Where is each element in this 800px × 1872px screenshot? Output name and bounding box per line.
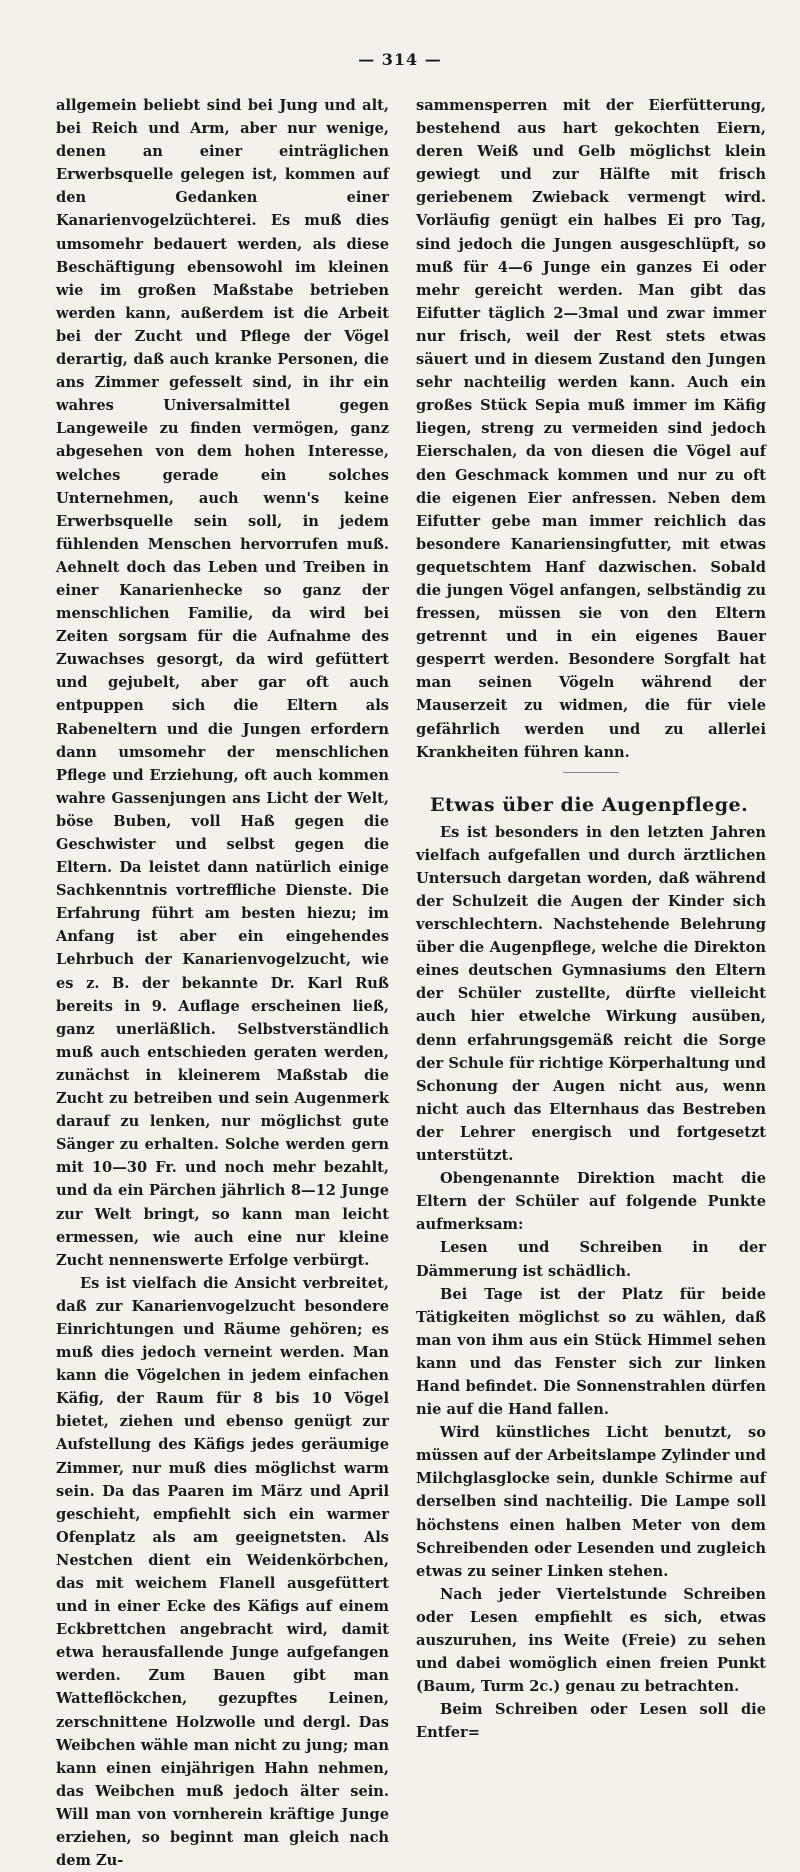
paragraph: Lesen und Schreiben in der Dämmerung ist schädlich. xyxy=(416,1239,766,1280)
paragraph: Bei Tage ist der Platz für beide Tätigkeiten möglichst so zu wählen, daß man von ihm aus ein Stück Himmel sehen kann und das Fenster sich zur linken Hand befindet. Die Sonnenstrahlen dürfen nie auf die Hand fallen. xyxy=(416,1285,766,1419)
section-heading: Etwas über die Augenpflege. xyxy=(430,793,749,816)
left-column xyxy=(56,94,389,1872)
paragraph: Es ist vielfach die Ansicht verbreitet, daß zur Kanarienvogelzucht besondere Einrichtungen und Räume gehören; es muß dies jedoch verneint werden. Man kann die Vögelchen in jedem einfachen Käfig, der Raum für 8 bis 10 Vögel bietet, ziehen und ebenso genügt zur Aufstellung des Käfigs jedes geräumige Zimmer, nur muß dies möglichst warm sein. Da das Paaren im März und April geschieht, empfiehlt sich ein warmer Ofenplatz als am geeignetsten. Als Nestchen dient ein Weidenkörbchen, das mit weichem Flanell ausgefüttert und in einer Ecke des Käfigs auf einem Eckbrettchen angebracht wird, damit etwa herausfallende Junge aufgefangen werden. Zum Bauen gibt man Watteflöckchen, gezupftes Leinen, zerschnittene Holzwolle und dergl. Das Weibchen wähle man nicht zu jung; man kann einen einjährigen Hahn nehmen, das Weibchen muß jedoch älter sein. Will man von vornherein kräftige Junge erziehen, so beginnt man gleich nach dem Zu- xyxy=(56,1274,389,1870)
page-number: — 314 — xyxy=(358,50,442,69)
paragraph: sammensperren mit der Eierfütterung, bestehend aus hart gekochten Eiern, deren Weiß und Gelb möglichst klein gewiegt und zur Hälfte mit frisch geriebenem Zwieback vermengt wird. Vorläufig genügt ein halbes Ei pro Tag, sind jedoch die Jungen ausgeschlüpft, so muß für 4—6 Junge ein ganzes Ei oder mehr gereicht werden. Man gibt das Eifutter täglich 2—3mal und zwar immer nur frisch, weil der Rest stets etwas säuert und in diesem Zustand den Jungen sehr nachteilig werden kann. Auch ein großes Stück Sepia muß immer im Käfig liegen, streng zu vermeiden sind jedoch Eierschalen, da von diesen die Vögel auf den Geschmack kommen und nur zu oft die eigenen Eier anfressen. Neben dem Eifutter gebe man immer reichlich das besondere Kanariensingfutter, mit etwas gequetschtem Hanf dazwischen. Sobald die jungen Vögel anfangen, selbständig zu fressen, müssen sie von den Eltern getrennt und in ein eigenes Bauer gesperrt werden. Besondere Sorgfalt hat man seinen Vögeln während der Mauserzeit zu widmen, die für viele gefährlich werden und zu allerlei Krankheiten führen kann. xyxy=(416,97,766,761)
paragraph: Nach jeder Viertelstunde Schreiben oder Lesen empfiehlt es sich, etwas auszuruhen, ins Weite (Freie) zu sehen und dabei womöglich einen freien Punkt (Baum, Turm 2c.) genau zu betrachten. xyxy=(416,1585,766,1696)
paragraph: allgemein beliebt sind bei Jung und alt, bei Reich und Arm, aber nur wenige, denen an einer einträglichen Erwerbsquelle gelegen ist, kommen auf den Gedanken einer Kanarienvogelzüchterei. Es muß dies umsomehr bedauert werden, als diese Beschäftigung ebensowohl im kleinen wie im großen Maßstabe betrieben werden kann, außerdem ist die Arbeit bei der Zucht und Pflege der Vögel derartig, daß auch kranke Personen, die ans Zimmer gefesselt sind, in ihr ein wahres Universalmittel gegen Langeweile zu finden vermögen, ganz abgesehen von dem hohen Interesse, welches gerade ein solches Unternehmen, auch wenn's keine Erwerbsquelle sein soll, in jedem fühlenden Menschen hervorrufen muß. Aehnelt doch das Leben und Treiben in einer Kanarienhecke so ganz der menschlichen Familie, da wird bei Zeiten sorgsam für die Aufnahme des Zuwachses gesorgt, da wird gefüttert und gejubelt, aber gar oft auch entpuppen sich die Eltern als Rabeneltern und die Jungen erfordern dann umsomehr der menschlichen Pflege und Erziehung, oft auch kommen wahre Gassenjungen ans Licht der Welt, böse Buben, voll Haß gegen die Geschwister und selbst gegen die Eltern. Da leistet dann natürlich einige Sachkenntnis vortreffliche Dienste. Die Erfahrung führt am besten hiezu; im Anfang ist aber ein eingehendes Lehrbuch der Kanarienvogelzucht, wie es z. B. der bekannte Dr. Karl Ruß bereits in 9. Auflage erscheinen ließ, ganz unerläßlich. Selbstverständlich muß auch entschieden geraten werden, zunächst in kleinerem Maßstab die Zucht zu betreiben und sein Augenmerk darauf zu lenken, nur möglichst gute Sänger zu erhalten. Solche werden gern mit 10—30 Fr. und noch mehr bezahlt, und da ein Pärchen jährlich 8—12 Junge zur Welt bringt, so kann man leicht ermessen, wie auch eine nur kleine Zucht nennenswerte Erfolge verbürgt. xyxy=(56,97,389,1269)
section-divider xyxy=(563,772,619,773)
paragraph: Beim Schreiben oder Lesen soll die Entfer= xyxy=(416,1701,766,1742)
paragraph: Obengenannte Direktion macht die Eltern der Schüler auf folgende Punkte aufmerksam: xyxy=(416,1170,766,1234)
right-column xyxy=(416,94,766,1744)
paragraph: Es ist besonders in den letzten Jahren vielfach aufgefallen und durch ärztlichen Untersuch dargetan worden, daß während der Schulzeit die Augen der Kinder sich verschlechtern. Nachstehende Belehrung über die Augenpflege, welche die Direkton eines deutschen Gymnasiums den Eltern der Schüler zustellte, dürfte vielleicht auch hier etwelche Wirkung ausüben, denn erfahrungsgemäß reicht die Sorge der Schule für richtige Körperhaltung und Schonung der Augen nicht aus, wenn nicht auch das Elternhaus das Bestreben der Lehrer energisch und fortgesetzt unterstützt. xyxy=(416,823,766,1165)
paragraph: Wird künstliches Licht benutzt, so müssen auf der Arbeitslampe Zylinder und Milchglasglocke sein, dunkle Schirme auf derselben sind nachteilig. Die Lampe soll höchstens einen halben Meter von dem Schreibenden oder Lesenden und zugleich etwas zu seiner Linken stehen. xyxy=(416,1424,766,1580)
